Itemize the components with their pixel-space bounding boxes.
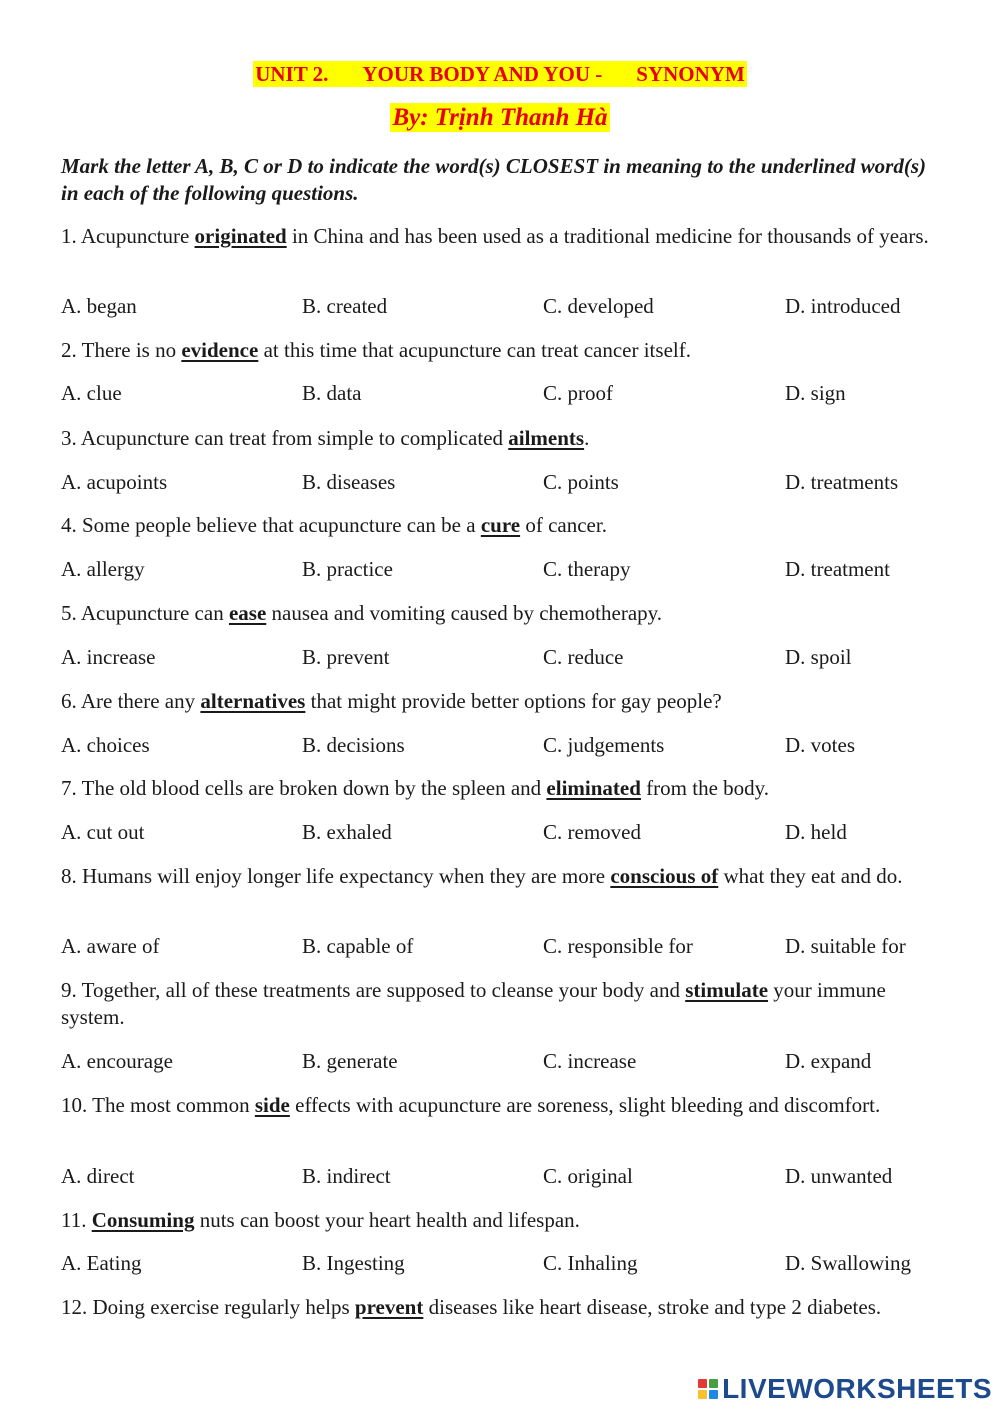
question-text: 5. Acupuncture can ease nausea and vomiting caused by chemotherapy.	[61, 601, 663, 625]
option-d[interactable]: D. held	[785, 820, 847, 844]
options-row	[61, 380, 961, 408]
question-text: 10. The most common side effects with acupuncture are soreness, slight bleeding and discomfort.	[61, 1093, 881, 1117]
option-b[interactable]: B. decisions	[302, 733, 405, 757]
underlined-word: evidence	[181, 338, 259, 362]
option-b[interactable]: B. created	[302, 294, 388, 318]
underlined-word: ailments	[508, 426, 585, 450]
option-d[interactable]: D. votes	[785, 733, 855, 757]
type-label: SYNONYM	[636, 62, 745, 86]
options-row	[61, 293, 961, 321]
option-b[interactable]: B. prevent	[302, 645, 390, 669]
options-row	[61, 1163, 961, 1191]
option-c[interactable]: C. therapy	[543, 557, 631, 581]
question-text: 7. The old blood cells are broken down by the spleen and eliminated from the body.	[61, 776, 770, 800]
option-a[interactable]: A. direct	[61, 1164, 135, 1188]
option-d[interactable]: D. treatments	[785, 470, 899, 494]
options-row	[61, 469, 961, 497]
option-a[interactable]: A. Eating	[61, 1251, 142, 1275]
underlined-word: alternatives	[200, 689, 306, 713]
option-b[interactable]: B. practice	[302, 557, 393, 581]
option-b[interactable]: B. indirect	[302, 1164, 391, 1188]
option-c[interactable]: C. removed	[543, 820, 641, 844]
option-a[interactable]: A. encourage	[61, 1049, 173, 1073]
option-c[interactable]: C. proof	[543, 381, 613, 405]
logo-text: LIVEWORKSHEETS	[722, 1373, 992, 1404]
option-c[interactable]: C. original	[543, 1164, 633, 1188]
underlined-word: side	[254, 1093, 290, 1117]
author-name: By: Trịnh Thanh Hà	[392, 104, 608, 131]
option-b[interactable]: B. Ingesting	[302, 1251, 405, 1275]
underlined-word: ease	[228, 601, 267, 625]
option-c[interactable]: C. developed	[543, 294, 654, 318]
question-text: 12. Doing exercise regularly helps prevent diseases like heart disease, stroke and type 2 diabetes.	[61, 1295, 882, 1319]
option-d[interactable]: D. suitable for	[785, 934, 906, 958]
option-d[interactable]: D. Swallowing	[785, 1251, 911, 1275]
options-row	[61, 933, 961, 961]
option-d[interactable]: D. expand	[785, 1049, 872, 1073]
option-a[interactable]: A. choices	[61, 733, 150, 757]
option-b[interactable]: B. data	[302, 381, 362, 405]
option-c[interactable]: C. judgements	[543, 733, 665, 757]
underlined-word: conscious of	[610, 864, 719, 888]
author-line	[0, 104, 1000, 132]
option-d[interactable]: D. sign	[785, 381, 846, 405]
option-d[interactable]: D. spoil	[785, 645, 852, 669]
option-a[interactable]: A. aware of	[61, 934, 160, 958]
option-a[interactable]: A. allergy	[61, 557, 145, 581]
option-d[interactable]: D. treatment	[785, 557, 890, 581]
underlined-word: stimulate	[685, 978, 769, 1002]
option-b[interactable]: B. capable of	[302, 934, 414, 958]
options-row	[61, 1048, 961, 1076]
underlined-word: prevent	[354, 1295, 424, 1319]
option-a[interactable]: A. clue	[61, 381, 122, 405]
underlined-word: eliminated	[546, 776, 641, 800]
question-text: 1. Acupuncture originated in China and has been used as a traditional medicine for thousands of years.	[61, 224, 929, 248]
option-a[interactable]: A. increase	[61, 645, 156, 669]
option-d[interactable]: D. unwanted	[785, 1164, 893, 1188]
instructions: Mark the letter A, B, C or D to indicate the word(s) CLOSEST in meaning to the underlined word(s) in each of the following questions.	[61, 154, 926, 205]
option-b[interactable]: B. diseases	[302, 470, 396, 494]
underlined-word: Consuming	[91, 1208, 195, 1232]
option-b[interactable]: B. exhaled	[302, 820, 392, 844]
option-c[interactable]: C. responsible for	[543, 934, 693, 958]
underlined-word: cure	[480, 513, 521, 537]
question-text: 6. Are there any alternatives that might provide better options for gay people?	[61, 689, 722, 713]
option-a[interactable]: A. acupoints	[61, 470, 168, 494]
question-text: 9. Together, all of these treatments are supposed to cleanse your body and stimulate your immune system.	[61, 978, 886, 1029]
worksheet-title	[0, 62, 1000, 87]
question-text: 11. Consuming nuts can boost your heart health and lifespan.	[61, 1208, 580, 1232]
option-a[interactable]: A. cut out	[61, 820, 145, 844]
question-text: 4. Some people believe that acupuncture can be a cure of cancer.	[61, 513, 607, 537]
question-text: 8. Humans will enjoy longer life expectancy when they are more conscious of what they eat and do.	[61, 864, 903, 888]
option-c[interactable]: C. reduce	[543, 645, 624, 669]
logo-icon	[698, 1379, 718, 1399]
options-row	[61, 556, 961, 584]
option-b[interactable]: B. generate	[302, 1049, 398, 1073]
option-c[interactable]: C. points	[543, 470, 619, 494]
unit-label: UNIT 2.	[255, 62, 329, 86]
options-row	[61, 819, 961, 847]
option-c[interactable]: C. increase	[543, 1049, 637, 1073]
option-d[interactable]: D. introduced	[785, 294, 901, 318]
liveworksheets-logo	[698, 1375, 992, 1403]
options-row	[61, 1250, 961, 1278]
question-text: 2. There is no evidence at this time that acupuncture can treat cancer itself.	[61, 338, 691, 362]
topic-label: YOUR BODY AND YOU -	[362, 62, 603, 86]
title-highlight	[253, 61, 747, 87]
option-c[interactable]: C. Inhaling	[543, 1251, 638, 1275]
option-a[interactable]: A. began	[61, 294, 137, 318]
underlined-word: originated	[194, 224, 287, 248]
options-row	[61, 644, 961, 672]
options-row	[61, 732, 961, 760]
question-text: 3. Acupuncture can treat from simple to complicated ailments.	[61, 426, 590, 450]
